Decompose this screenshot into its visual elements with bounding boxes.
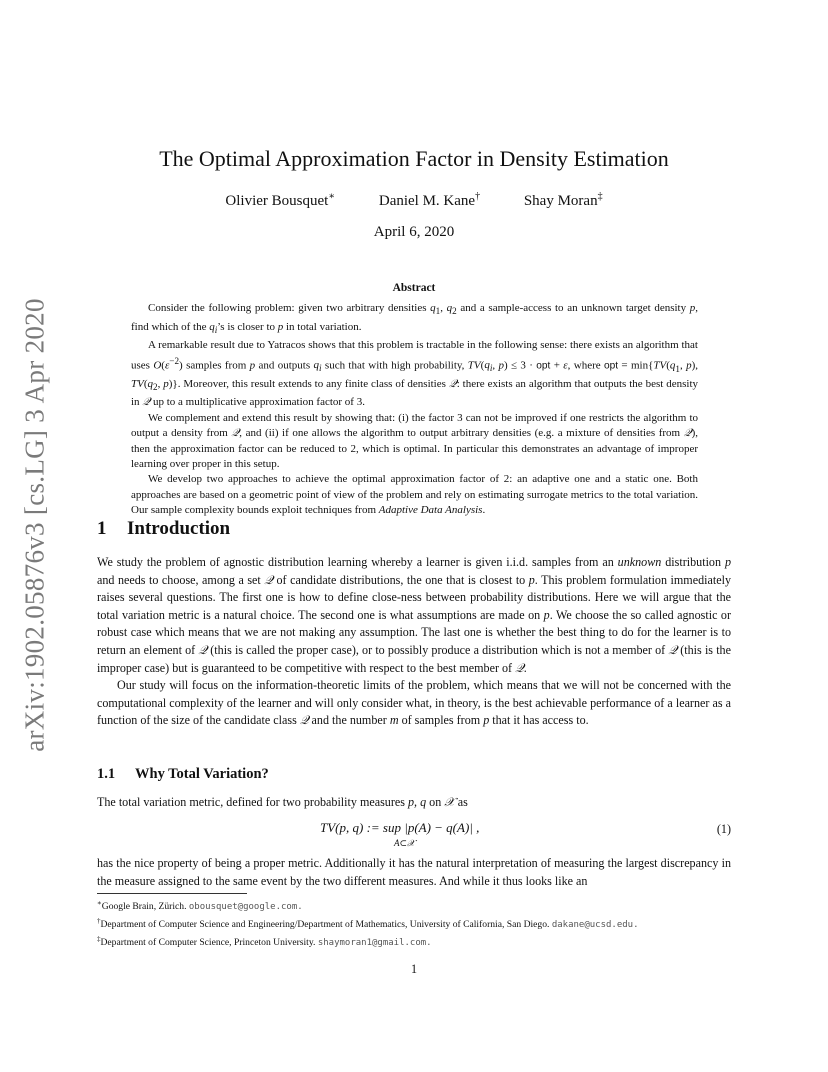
equation-number: (1) (716, 822, 731, 836)
paper-title: The Optimal Approximation Factor in Density Estimation (159, 146, 669, 171)
author: Daniel M. Kane† (378, 191, 481, 209)
arxiv-identifier: arXiv:1902.05876v3 [cs.LG] 3 Apr 2020 (19, 298, 50, 752)
footnote: ∗Google Brain, Zürich. obousquet@google.com. (97, 899, 303, 913)
abstract-paragraph: We complement and extend this result by showing that: (i) the factor 3 can not be improved if one restricts the algorithm to output a density from 𝒬, and (ii) if one allows the algorithm to output arbitrary densities (e.g. a mixture of densities from 𝒬), then the approximation factor can be reduced to 2, which is optimal. In particular this demonstrates an advantage of improper learning over proper in this setup. (131, 411, 698, 471)
page-number: 1 (410, 962, 418, 976)
author-list (0, 191, 828, 210)
footnote-divider (97, 893, 247, 894)
body-paragraph: Our study will focus on the information-theoretic limits of the problem, which means that we will not be concerned with the computational complexity of the learner and will only consider what, in theory, is the best achievable performance of a learner as a function of the size of the candidate class 𝒬 and the number m of samples from p that it has access to. (97, 678, 731, 728)
subsection-heading: 1.1 Why Total Variation? (97, 766, 269, 782)
abstract-paragraph: A remarkable result due to Yatracos shows that this problem is tractable in the following sense: there exists an algorithm that uses $O(\varepsilon^{-2})$ samples from p and outputs $q_i$ such that with high probability, $TV(q_i$, p) ≤ 3 · opt + ε, where opt = $\min\{TV(q_1$, p), $TV(q_2$, p)}. Moreover, this result extends to any finite class of densities 𝒬: there exists an algorithm that outputs the best density in 𝒬 up to a multiplicative approximation factor of 3. (131, 339, 699, 409)
footnotes (97, 897, 757, 951)
abstract-heading: Abstract (392, 282, 436, 294)
paper-date: April 6, 2020 (373, 224, 455, 240)
arxiv-stamp (10, 290, 60, 760)
equation-subscript: A⊂𝒳 (394, 838, 415, 848)
body-paragraph: The total variation metric, defined for two probability measures p, q on 𝒳 as (97, 795, 468, 809)
section-heading: 1 Introduction (97, 518, 231, 539)
introduction-body (97, 554, 731, 730)
body-paragraph: has the nice property of being a proper metric. Additionally it has the natural interpretation of measuring the largest discrepancy in the measure assigned to the same event by the two different measures. And while it thus looks like an (97, 856, 731, 888)
footnote: ‡Department of Computer Science, Princeton University. shaymoran1@gmail.com. (97, 934, 432, 949)
abstract-body (131, 301, 698, 519)
body-paragraph: We study the problem of agnostic distribution learning whereby a learner is given i.i.d. samples from an unknown distribution p and needs to choose, among a set 𝒬 of candidate distributions, the one that is closest to p. This problem formulation immediately raises several questions. The first one is how to define close-ness between probability distributions. Here we will argue that the total variation metric is a natural choice. The second one is what assumptions are made on p. We choose the so called agnostic or robust case which means that we are not making any assumption. The last one is whether the best thing to do for the learner is to return an element of 𝒬 (this is called the proper case), or to possibly produce a distribution which is not a member of 𝒬 (this is the improper case) but is guaranteed to be competitive with respect to the best member of 𝒬. (97, 555, 731, 675)
author: Shay Moran‡ (523, 191, 603, 209)
footnote: †Department of Computer Science and Engineering/Department of Mathematics, University of California, San Diego. dakane@ucsd.edu. (97, 916, 639, 931)
abstract-paragraph: Consider the following problem: given two arbitrary densities $q_1$, $q_2$ and a sample-access to an unknown target density p, find which of the $q_i’s$ is closer to p in total variation. (131, 302, 698, 335)
abstract-paragraph: We develop two approaches to achieve the optimal approximation factor of 2: an adaptive one and a static one. Both approaches are based on a geometric point of view of the problem and rely on estimating surrogate metrics to the total variation. Our sample complexity bounds exploit techniques from Adaptive Data Analysis. (131, 473, 698, 517)
author: Olivier Bousquet∗ (225, 191, 336, 209)
equation: TV(p, q) := sup |p(A) − q(A)| , (320, 820, 480, 835)
